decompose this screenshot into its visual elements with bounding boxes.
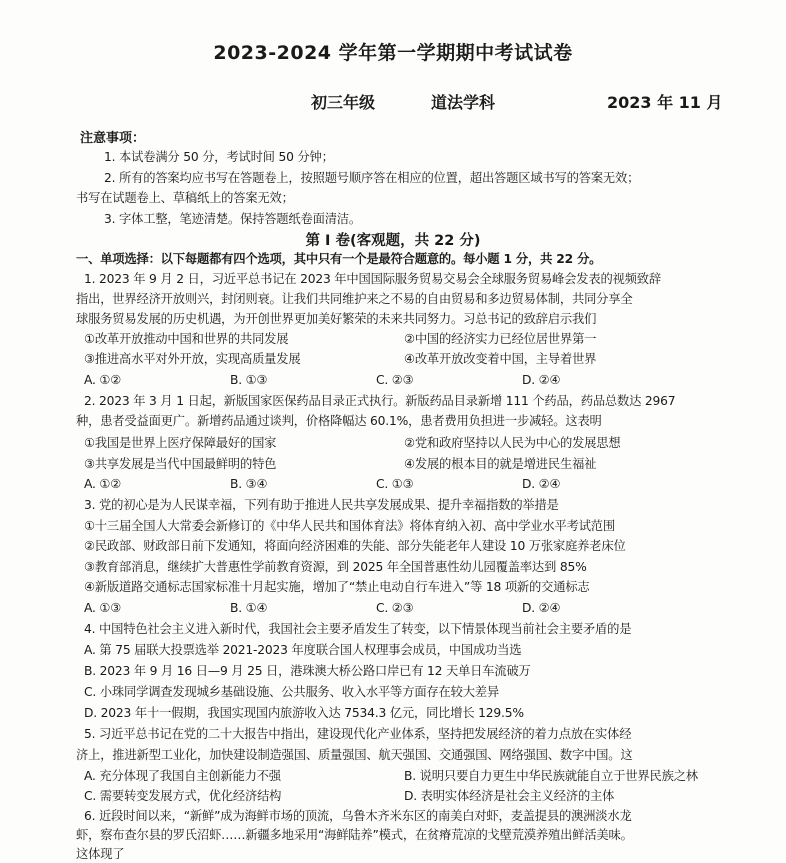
exam-title: 2023-2024 学年第一学期期中考试试卷: [213, 42, 573, 64]
notice-item: 1. 本试卷满分 50 分，考试时间 50 分钟；: [104, 150, 334, 164]
statement: ④新版道路交通标志国家标准十月起实施，增加了“禁止电动自行车进入”等 18 项新的交通标志: [84, 580, 590, 594]
statement: ④改革开放改变着中国，主导着世界: [404, 352, 597, 366]
choice-a: A. 第 75 届联大投票选举 2021-2023 年度联合国人权理事会成员，中国成功当选: [84, 643, 522, 657]
q2-stem: 种，患者受益面更广。新增药品通过谈判，价格降幅达 60.1%，患者费用负担进一步减轻。这表明: [76, 414, 602, 428]
statement: ①十三届全国人大常委会新修订的《中华人民共和国体育法》将体育纳入初、高中学业水平考试范围: [84, 519, 615, 533]
q3-options: [84, 599, 758, 617]
statement: ③共享发展是当代中国最鲜明的特色: [84, 457, 277, 471]
choice-b: B. 2023 年 9 月 16 日—9 月 25 日，港珠澳大桥公路口岸已有 12 天单日车流破万: [84, 664, 531, 678]
statement: ③教育部消息，继续扩大普惠性学前教育资源，到 2025 年全国普惠性幼儿园覆盖率达到 85%: [84, 560, 587, 574]
q1-statements: [84, 350, 758, 368]
q6-stem: 这体现了: [76, 847, 125, 861]
q1-stem: 指出，世界经济开放则兴，封闭则衰。让我们共同维护来之不易的自由贸易和多边贸易体制，共同分享全: [76, 292, 633, 306]
option-d: D. ②④: [522, 477, 561, 491]
option-c: C. ②③: [376, 373, 414, 387]
grade-label: 初三年级: [311, 93, 376, 112]
option-c: C. ①③: [376, 477, 414, 491]
statement: ④发展的根本目的就是增进民生福祉: [404, 457, 597, 471]
q6-stem: 虾，察布查尔县的罗氏沼虾……新疆多地采用“海鲜陆养”模式，在贫瘠荒凉的戈壁荒漠养殖出鲜活美味。: [76, 828, 633, 842]
statement: ③推进高水平对外开放，实现高质量发展: [84, 352, 301, 366]
exam-date: 2023 年 11 月: [607, 93, 723, 112]
option-c: C. ②③: [376, 601, 414, 615]
q2-statements: [84, 455, 758, 473]
notice-heading: 注意事项：: [80, 131, 146, 146]
notice-item: 书写在试题卷上、草稿纸上的答案无效；: [76, 191, 294, 205]
notice-item: 3. 字体工整，笔迹清楚。保持答题纸卷面清洁。: [104, 212, 361, 226]
q5-choices: [84, 787, 758, 805]
choice-b: B. 说明只要自力更生中华民族就能自立于世界民族之林: [404, 769, 698, 783]
q6-stem: 6. 近段时间以来，“新鲜”成为海鲜市场的顶流，乌鲁木齐米东区的南美白对虾，麦盖提县的澳洲淡水龙: [84, 809, 632, 823]
option-a: A. ①②: [84, 477, 122, 491]
q2-stem: 2. 2023 年 3 月 1 日起，新版国家医保药品目录正式执行。新版药品目录新增 111 个药品，药品总数达 2967: [84, 394, 676, 408]
statement: ①改革开放推动中国和世界的共同发展: [84, 332, 289, 346]
q2-statements: [84, 434, 758, 452]
q5-choices: [84, 767, 758, 785]
option-d: D. ②④: [522, 601, 561, 615]
q1-stem: 1. 2023 年 9 月 2 日，习近平总书记在 2023 年中国国际服务贸易交易会全球服务贸易峰会发表的视频致辞: [84, 272, 661, 286]
choice-d: D. 2023 年十一假期，我国实现国内旅游收入达 7534.3 亿元，同比增长 129.5%: [84, 706, 524, 720]
option-b: B. ①④: [230, 601, 268, 615]
statement: ②党和政府坚持以人民为中心的发展思想: [404, 436, 621, 450]
option-d: D. ②④: [522, 373, 561, 387]
choice-c: C. 需要转变发展方式，优化经济结构: [84, 789, 282, 803]
part-title: 第 I 卷(客观题，共 22 分): [305, 233, 481, 249]
q2-options: [84, 475, 758, 493]
statement: ②中国的经济实力已经位居世界第一: [404, 332, 597, 346]
q1-options: [84, 371, 758, 389]
option-a: A. ①③: [84, 601, 122, 615]
choice-d: D. 表明实体经济是社会主义经济的主体: [404, 789, 615, 803]
q1-stem: 球服务贸易发展的历史机遇，为开创世界更加美好繁荣的未来共同努力。习总书记的致辞启示我们: [76, 312, 597, 326]
statement: ②民政部、财政部日前下发通知，将面向经济困难的失能、部分失能老年人建设 10 万张家庭养老床位: [84, 539, 626, 553]
subject-label: 道法学科: [431, 93, 496, 112]
section-instruction: 一、单项选择：以下每题都有四个选项，其中只有一个是最符合题意的。每小题 1 分，共 22 分。: [76, 252, 602, 266]
statement: ①我国是世界上医疗保障最好的国家: [84, 436, 277, 450]
q1-statements: [84, 330, 758, 348]
choice-c: C. 小珠同学调查发现城乡基础设施、公共服务、收入水平等方面存在较大差异: [84, 685, 500, 699]
q4-stem: 4. 中国特色社会主义进入新时代，我国社会主要矛盾发生了转变，以下情景体现当前社会主要矛盾的是: [84, 622, 632, 636]
option-a: A. ①②: [84, 373, 122, 387]
option-b: B. ①③: [230, 373, 268, 387]
notice-item: 2. 所有的答案均应书写在答题卷上，按照题号顺序答在相应的位置，超出答题区域书写的答案无效；: [104, 171, 640, 185]
q3-stem: 3. 党的初心是为人民谋幸福，下列有助于推进人民共享发展成果、提升幸福指数的举措是: [84, 498, 559, 512]
choice-a: A. 充分体现了我国自主创新能力不强: [84, 769, 281, 783]
q5-stem: 济上，推进新型工业化，加快建设制造强国、质量强国、航天强国、交通强国、网络强国、数字中国。这: [76, 748, 633, 762]
q5-stem: 5. 习近平总书记在党的二十大报告中指出，建设现代化产业体系，坚持把发展经济的着力点放在实体经: [84, 727, 632, 741]
option-b: B. ③④: [230, 477, 268, 491]
